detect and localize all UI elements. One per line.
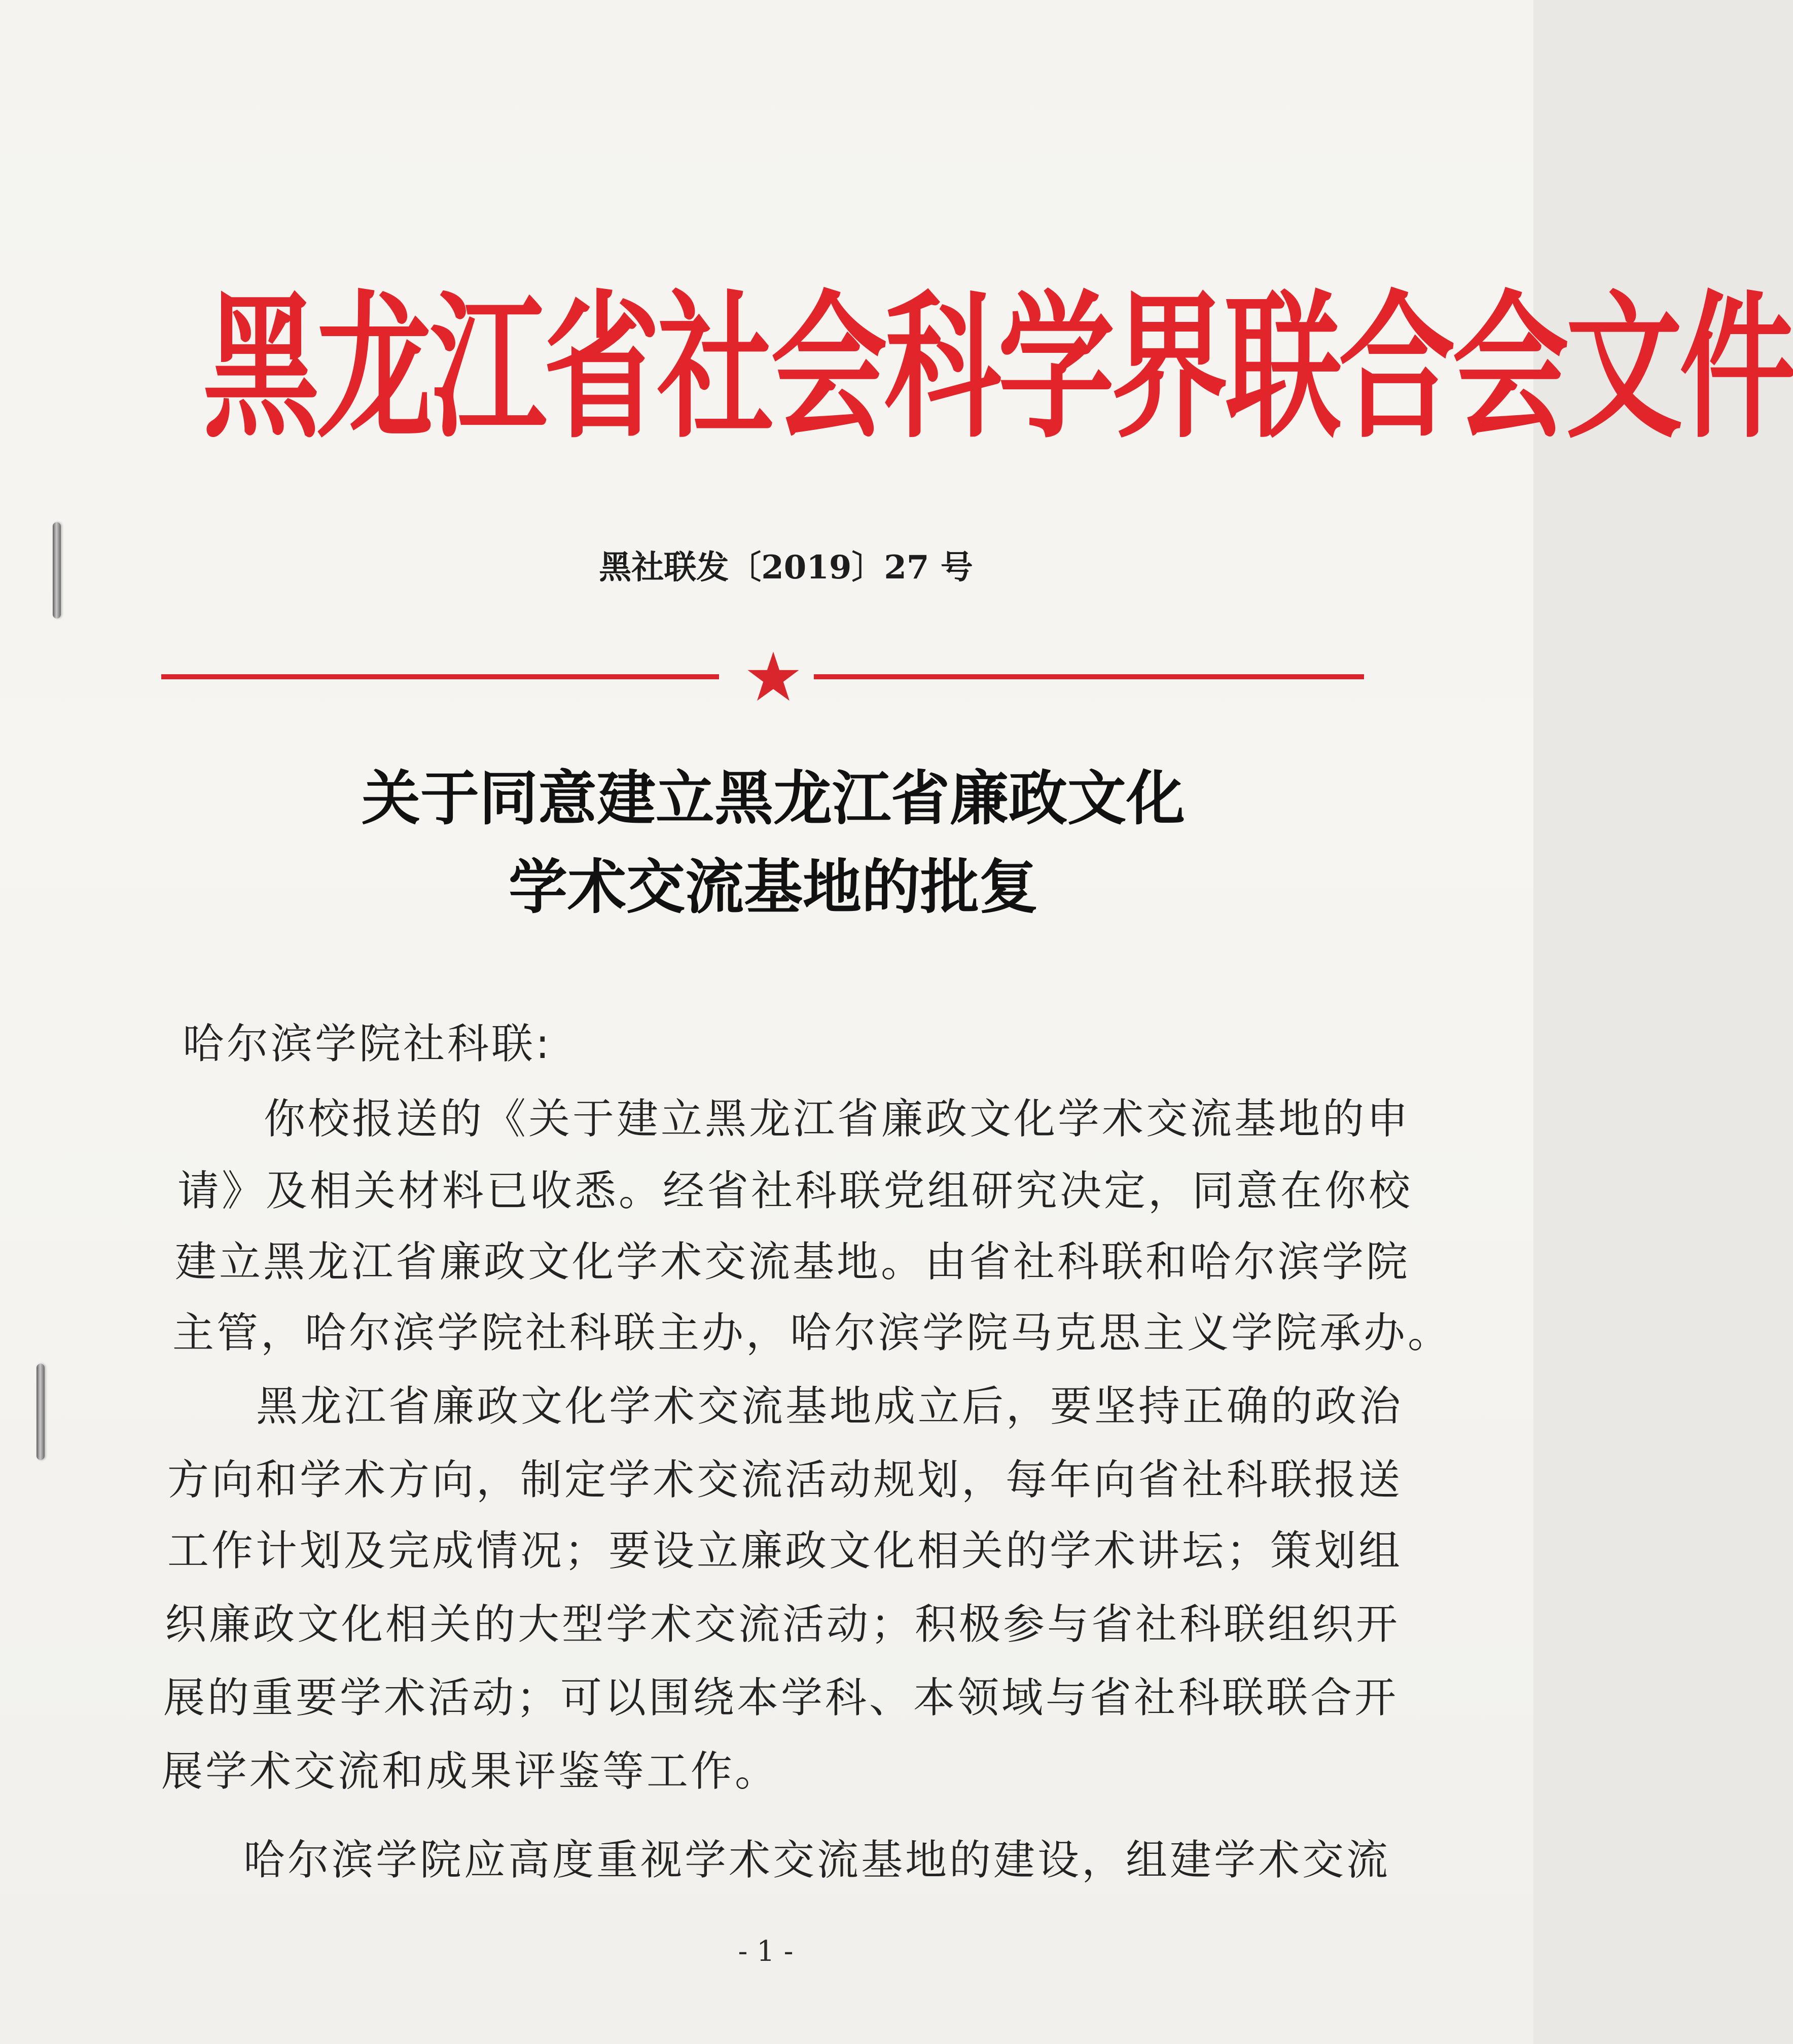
document-title-line-1: 关于同意建立黑龙江省廉政文化 xyxy=(362,764,1185,833)
body-line: 建立黑龙江省廉政文化学术交流基地。由省社科联和哈尔滨学院 xyxy=(175,1238,1411,1286)
document-title-line-2: 学术交流基地的批复 xyxy=(509,853,1038,922)
salutation: 哈尔滨学院社科联: xyxy=(183,1020,552,1068)
body-line: 织廉政文化相关的大型学术交流活动；积极参与省社科联组织开 xyxy=(165,1600,1401,1649)
body-line: 黑龙江省廉政文化学术交流基地成立后，要坚持正确的政治 xyxy=(256,1382,1404,1431)
document-header-title: 黑龙江省社会科学界联合会文件 xyxy=(203,275,1793,460)
page-number: - 1 - xyxy=(738,1935,794,1968)
staple xyxy=(53,522,61,618)
body-line: 展学术交流和成果评鉴等工作。 xyxy=(161,1747,779,1796)
body-line: 主管，哈尔滨学院社科联主办，哈尔滨学院马克思主义学院承办。 xyxy=(172,1309,1452,1357)
red-star-icon xyxy=(745,649,801,705)
body-line: 方向和学术方向，制定学术交流活动规划，每年向省社科联报送 xyxy=(167,1456,1403,1504)
body-line: 你校报送的《关于建立黑龙江省廉政文化学术交流基地的申 xyxy=(264,1095,1411,1143)
staple xyxy=(37,1364,45,1460)
body-line: 展的重要学术活动；可以围绕本学科、本领域与省社科联联合开 xyxy=(163,1674,1399,1722)
document-number: 黑社联发〔2019〕27 号 xyxy=(599,549,973,587)
body-line: 哈尔滨学院应高度重视学术交流基地的建设，组建学术交流 xyxy=(243,1836,1391,1884)
red-divider-right xyxy=(814,674,1364,679)
body-line: 请》及相关材料已收悉。经省社科联党组研究决定，同意在你校 xyxy=(177,1167,1413,1215)
red-divider-left xyxy=(161,674,719,679)
body-line: 工作计划及完成情况；要设立廉政文化相关的学术讲坛；策划组 xyxy=(167,1527,1403,1575)
